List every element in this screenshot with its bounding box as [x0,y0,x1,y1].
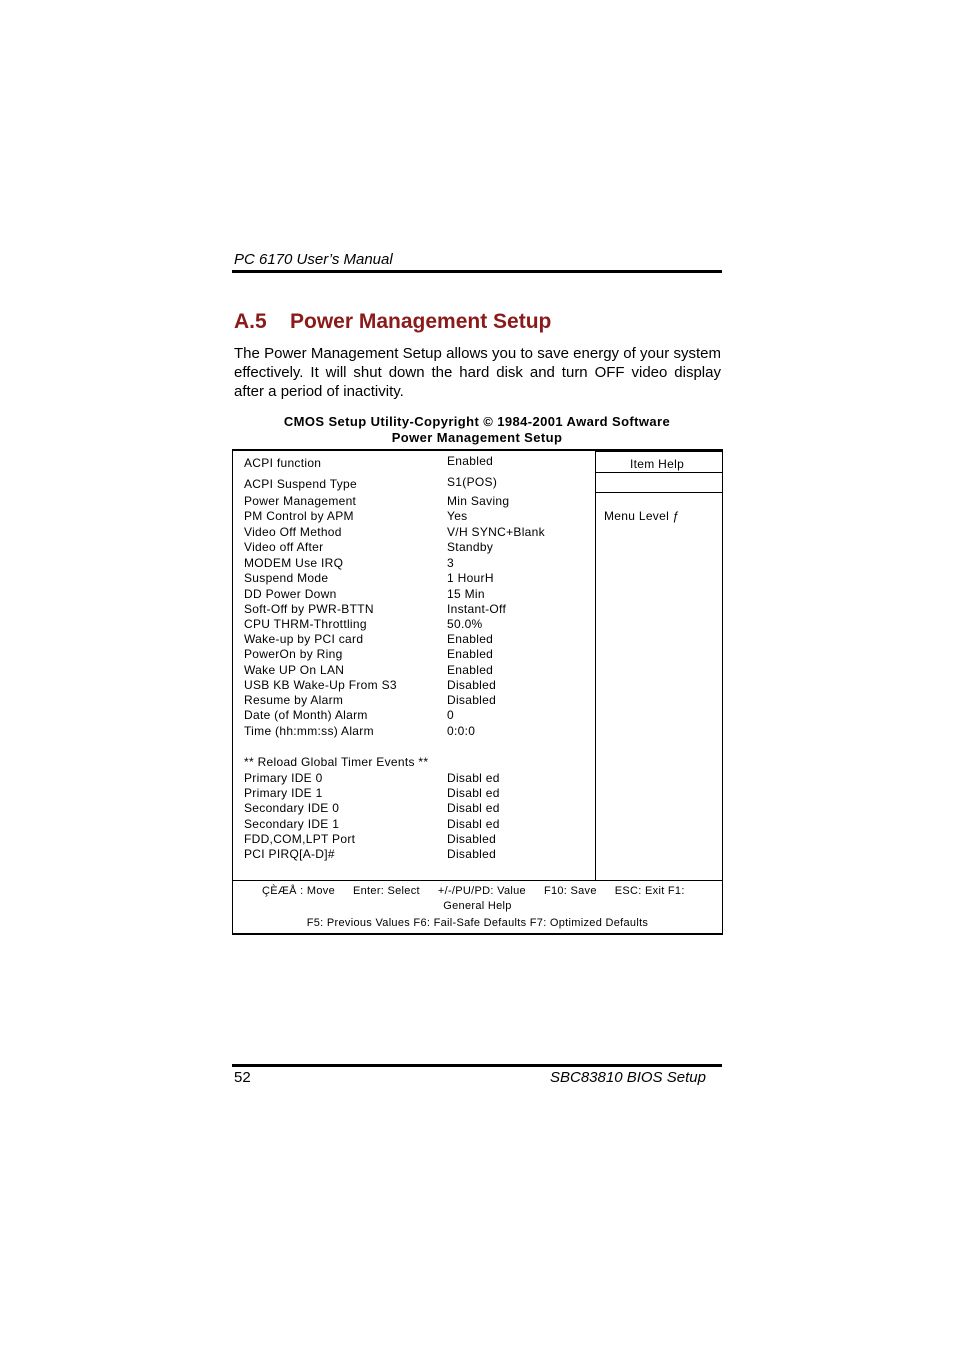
setting-value[interactable]: Disabled [447,693,497,707]
bios-setting-row[interactable] [244,786,594,801]
setting-value[interactable]: 1 HourH [447,571,494,585]
setting-value[interactable]: Disabl ed [447,786,500,800]
setting-label: Video Off Method [244,525,342,539]
intro-paragraph: The Power Management Setup allows you to save energy of your system effectively. It will shut down the hard disk and turn OFF video display after a period of inactivity. [234,345,721,400]
key-select: Enter: Select [353,885,420,897]
setting-label: PCI PIRQ[A-D]# [244,847,335,861]
setting-label: Time (hh:mm:ss) Alarm [244,724,374,738]
setting-label: CPU THRM-Throttling [244,617,367,631]
bios-caption-title: Power Management Setup [391,430,563,445]
setting-label: Power Management [244,494,357,508]
bios-setting-row[interactable] [244,801,594,816]
key-move: ÇÈÆÅ : Move [262,885,335,897]
bios-setting-row[interactable] [244,647,594,662]
bios-setting-row[interactable] [244,693,594,708]
bios-setting-row[interactable] [244,832,594,847]
setting-value[interactable]: Enabled [447,632,494,646]
setting-value[interactable]: Disabl ed [447,771,500,785]
setting-value[interactable]: Disabl ed [447,801,500,815]
item-help-panel [595,451,722,880]
item-help-header [596,451,722,473]
setting-label: Wake UP On LAN [244,663,345,677]
bios-setting-row[interactable] [244,632,594,647]
bios-setting-row[interactable] [244,556,594,571]
footer-rule [232,1064,722,1067]
key-legend-line [262,885,703,897]
bios-setting-row[interactable] [244,678,594,693]
footer-title: SBC83810 BIOS Setup [550,1069,706,1086]
setting-label: ACPI Suspend Type [244,477,357,491]
bios-setting-row[interactable] [244,571,594,586]
setting-label: FDD,COM,LPT Port [244,832,356,846]
setting-value[interactable]: S1(POS) [447,475,498,489]
key-exit: ESC: Exit F1: [614,885,685,897]
bios-caption-copyright: CMOS Setup Utility-Copyright © 1984-2001 Award Software [283,414,671,429]
bios-setting-row[interactable] [244,771,594,786]
bios-screen [232,449,723,935]
bios-setting-row[interactable] [244,525,594,540]
setting-value[interactable]: Disabled [447,678,497,692]
setting-value[interactable]: Enabled [447,647,494,661]
page-number: 52 [234,1069,251,1086]
setting-value[interactable]: 0 [447,708,454,722]
setting-value[interactable]: 0:0:0 [447,724,476,738]
setting-value[interactable]: Disabl ed [447,817,500,831]
manual-title: PC 6170 User’s Manual [234,251,393,268]
setting-label: PowerOn by Ring [244,647,343,661]
item-help-divider [596,492,722,493]
setting-label: Primary IDE 1 [244,786,323,800]
setting-value[interactable]: Enabled [447,663,494,677]
section-title-text: Power Management Setup [290,310,552,333]
setting-value[interactable]: Enabled [447,454,494,468]
setting-label: Resume by Alarm [244,693,344,707]
setting-value[interactable]: 15 Min [447,587,485,601]
setting-label: Suspend Mode [244,571,329,585]
section-title [234,310,551,334]
setting-label: DD Power Down [244,587,337,601]
setting-label: Soft-Off by PWR-BTTN [244,602,374,616]
bios-key-legend [233,880,722,934]
key-save: F10: Save [543,885,597,897]
setting-label: ** Reload Global Timer Events ** [244,755,429,769]
setting-value[interactable]: Min Saving [447,494,510,508]
bios-setting-row[interactable] [244,456,594,471]
key-general-help: General Help [443,900,512,912]
setting-value[interactable]: 50.0% [447,617,483,631]
section-number: A.5 [234,310,267,333]
setting-label: Wake-up by PCI card [244,632,364,646]
setting-value[interactable]: Disabled [447,847,497,861]
bios-setting-row[interactable] [244,602,594,617]
bios-setting-row[interactable] [244,663,594,678]
key-defaults: F5: Previous Values F6: Fail-Safe Defaults F7: Optimized Defaults [306,917,649,929]
bios-setting-row[interactable] [244,617,594,632]
setting-label: Secondary IDE 1 [244,817,340,831]
bios-setting-row[interactable] [244,477,594,492]
setting-label: Secondary IDE 0 [244,801,340,815]
bios-setting-row[interactable] [244,724,594,739]
setting-label: MODEM Use IRQ [244,556,344,570]
setting-label: Date (of Month) Alarm [244,708,368,722]
bios-group-heading [244,755,594,770]
key-value: +/-/PU/PD: Value [437,885,526,897]
setting-value[interactable]: V/H SYNC+Blank [447,525,545,539]
setting-label: Primary IDE 0 [244,771,323,785]
setting-label: USB KB Wake-Up From S3 [244,678,397,692]
setting-value[interactable]: Instant-Off [447,602,507,616]
header-rule [232,270,722,273]
bios-setting-row[interactable] [244,540,594,555]
menu-level-text: Menu Level ƒ [604,509,680,523]
bios-setting-row[interactable] [244,708,594,723]
bios-setting-row[interactable] [244,587,594,602]
setting-label: Video off After [244,540,324,554]
setting-label: PM Control by APM [244,509,354,523]
bios-setting-row[interactable] [244,494,594,509]
setting-value[interactable]: 3 [447,556,454,570]
setting-label: ACPI function [244,456,322,470]
bios-setting-row[interactable] [244,509,594,524]
setting-value[interactable]: Yes [447,509,468,523]
setting-value[interactable]: Standby [447,540,494,554]
item-help-title: Item Help [630,457,685,471]
bios-setting-row[interactable] [244,847,594,862]
bios-setting-row[interactable] [244,817,594,832]
setting-value[interactable]: Disabled [447,832,497,846]
